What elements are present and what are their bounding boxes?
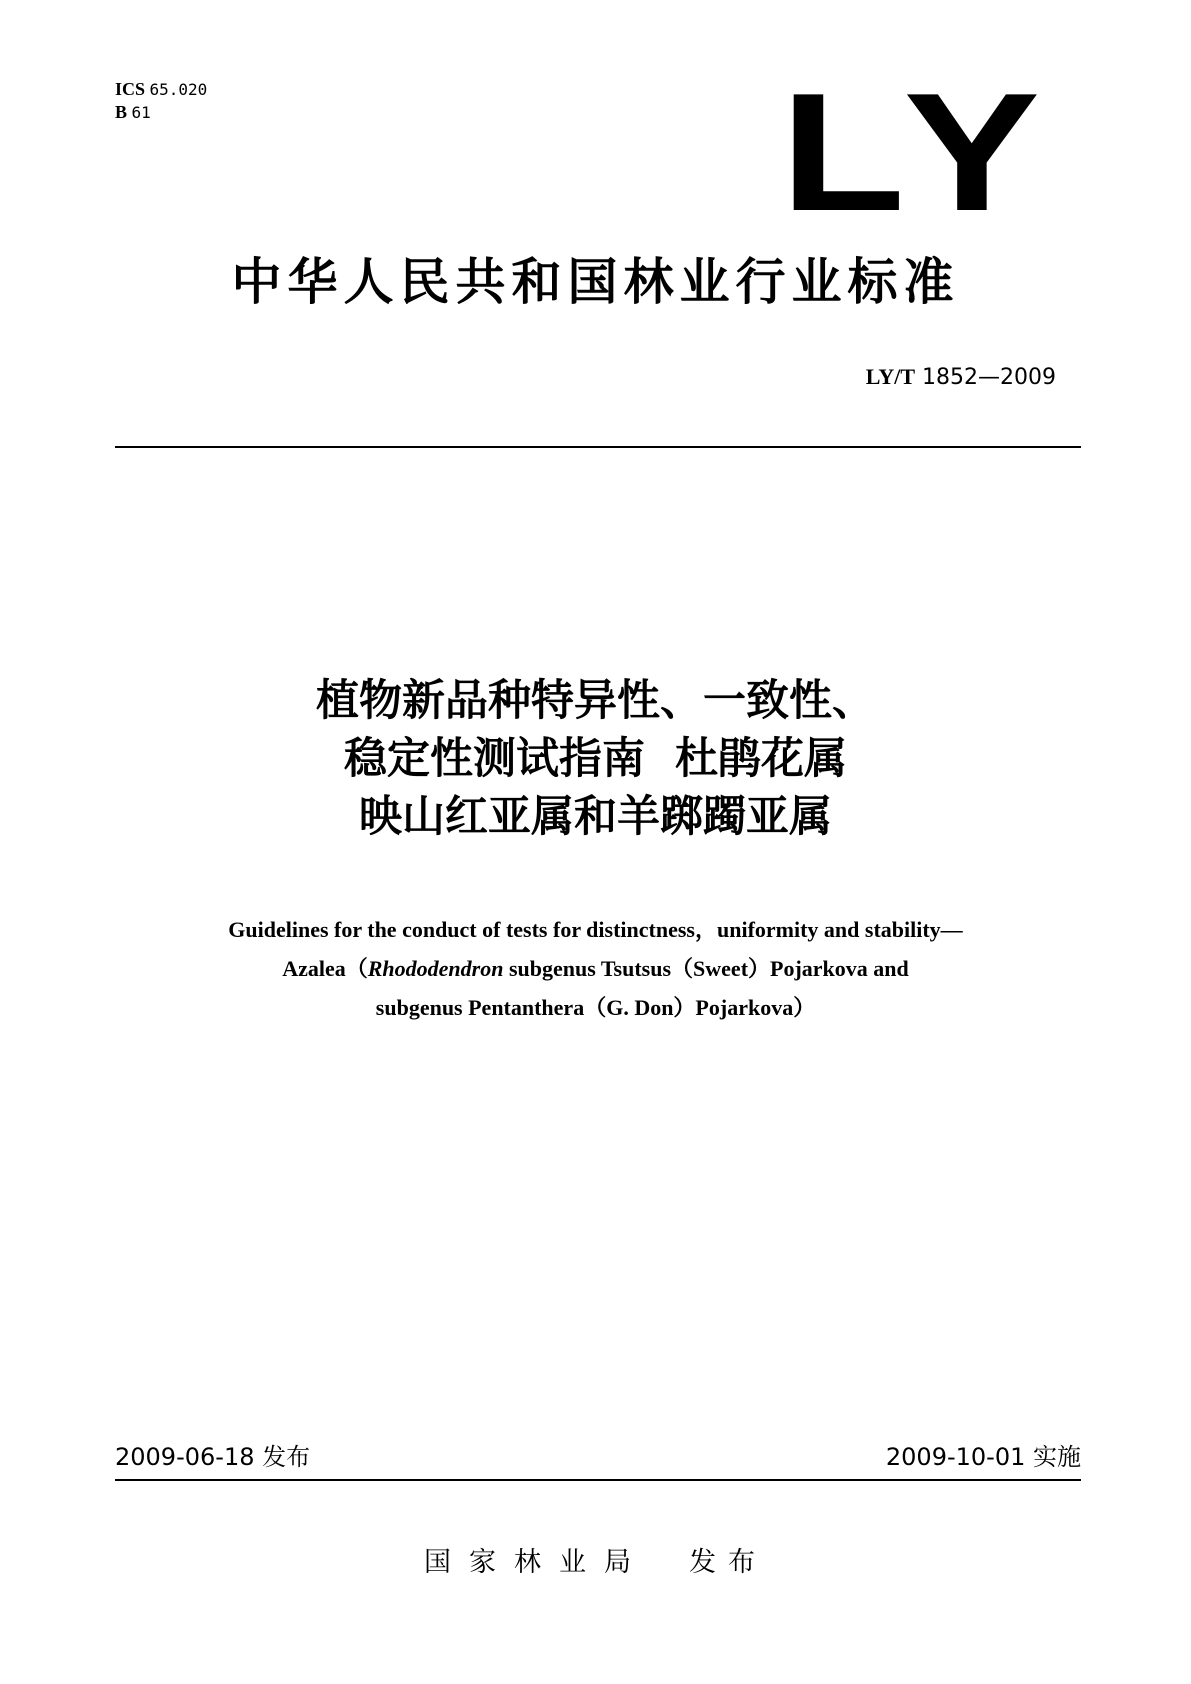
issuing-authority (0, 1546, 1191, 1580)
chinese-title (0, 672, 1191, 846)
issuer-org: 国家林业局 (424, 1547, 649, 1578)
english-title-line (0, 949, 1191, 988)
ics-label: ICS (115, 79, 146, 99)
standard-number-value: 1852—2009 (922, 365, 1056, 390)
english-title-line (0, 988, 1191, 1027)
english-title-text: Azalea（ (282, 956, 368, 981)
chinese-title-line: 植物新品种特异性、一致性、 (316, 676, 875, 726)
top-divider (115, 446, 1081, 448)
english-title (0, 910, 1191, 1027)
standard-number-prefix: LY/T (865, 364, 916, 389)
english-title-text: subgenus Pentanthera（G. Don）Pojarkova） (375, 995, 816, 1020)
ccs-value: 61 (131, 103, 151, 122)
english-title-line (0, 910, 1191, 949)
standard-category-title: 中华人民共和国林业行业标准 (231, 253, 960, 311)
ics-code (115, 78, 207, 101)
ccs-code (115, 101, 207, 124)
english-title-text: Guidelines for the conduct of tests for distinctness，uniformity and stability— (228, 917, 963, 942)
ly-logo: LY (780, 58, 1058, 246)
chinese-title-line: 稳定性测试指南 杜鹃花属 (344, 734, 847, 784)
ccs-label: B (115, 102, 128, 122)
implementation-date: 2009-10-01 实施 (885, 1443, 1081, 1471)
genus-name: Rhododendron (367, 956, 504, 981)
english-title-text: subgenus Tsutsus（Sweet）Pojarkova and (503, 956, 909, 981)
ics-value: 65.020 (149, 80, 208, 99)
bottom-divider (115, 1479, 1081, 1481)
standard-number (866, 364, 1056, 391)
chinese-title-line: 映山红亚属和羊踯躅亚属 (359, 792, 832, 842)
issue-date: 2009-06-18 发布 (115, 1443, 311, 1471)
classification-codes (115, 78, 207, 124)
issuer-action: 发布 (689, 1547, 767, 1578)
